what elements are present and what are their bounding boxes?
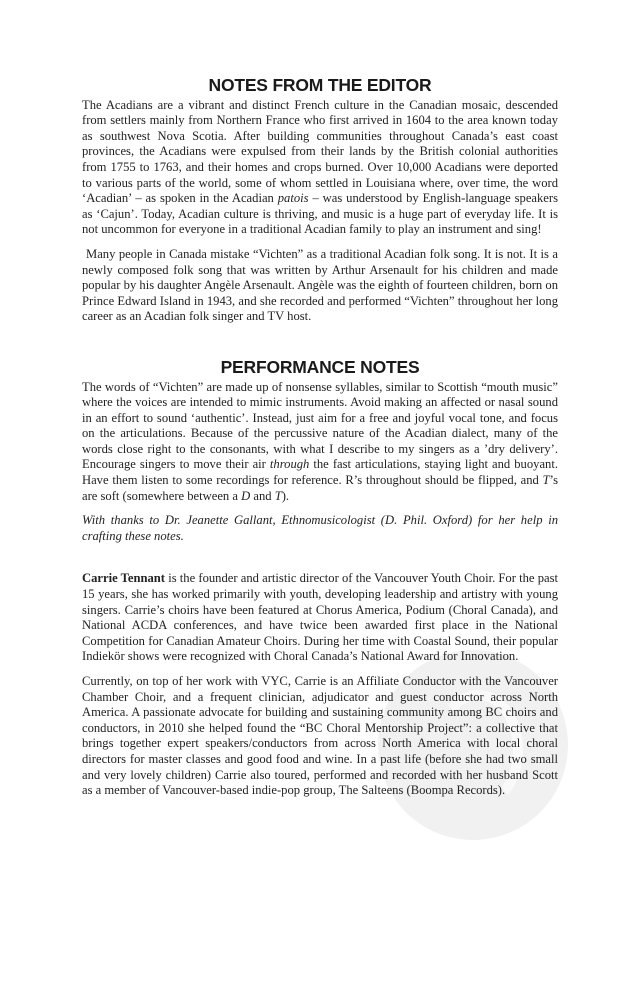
performance-notes-heading: PERFORMANCE NOTES [220, 356, 420, 377]
acknowledgement-text: With thanks to Dr. Jeanette Gallant, Ethnomusicologist (D. Phil. Oxford) for her help in crafting these notes. [82, 513, 558, 543]
performance-paragraph [82, 380, 558, 505]
italic-run: T [542, 473, 550, 488]
acknowledgement [82, 513, 558, 544]
text-run: the fast articulations, staying light and buoyant. Have them listen to some recordings for reference. R’s throughout should be flipped, and [82, 457, 558, 488]
page-content [82, 75, 559, 808]
italic-run: patois [277, 191, 309, 206]
text-run: and [250, 488, 275, 503]
text-run: ). [281, 488, 290, 503]
italic-run: D [241, 488, 251, 503]
text-run: – was understood by English-language speakers as ‘Cajun’. Today, Acadian culture is thriving, and music is a huge part of everyday life. It is not uncommon for everyone in a traditional Acadian family to play an instrument and sing! [82, 191, 558, 237]
italic-run: through [269, 457, 310, 472]
bio-paragraph-2: Currently, on top of her work with VYC, Carrie is an Affiliate Conductor with the Vancouver Chamber Choir, and a frequent clinician, adjudicator and guest conductor across North America. A passionate advocate for building and sustaining community among BC choirs and conductors, in 2010 she helped found the “BC Choral Mentorship Project”: a collective that brings together expert speakers/conductors from across North America with local choral directors for master classes and good food and wine. In a past life (before she had two small and very lovely children) Carrie also toured, performed and recorded with her husband Scott as a member of Vancouver-based indie-pop group, The Salteens (Boompa Records). [82, 674, 558, 798]
bio-paragraph-1 [82, 571, 558, 665]
editor-notes-heading: NOTES FROM THE EDITOR [208, 75, 432, 95]
text-run: The words of “Vichten” are made up of nonsense syllables, similar to Scottish “mouth music” where the voices are intended to mimic instruments. Avoid making an affected or nasal sound in an effort to sound ‘authentic’. Instead, just aim for a free and joyful vocal tone, and focus on the articulations. Because of the percussive nature of the Acadian dialect, many of the words close right to the consonants, with what I describe to my singers as a ’dry delivery’. Encourage singers to move their air [82, 379, 558, 472]
text-run: The Acadians are a vibrant and distinct French culture in the Canadian mosaic, descended from settlers mainly from Northern France who first arrived in 1604 to the area known today as southwest Nova Scotia. After building communities throughout Canada’s east coast provinces, the Acadians were expulsed from their lands by the British colonial authorities from 1755 to 1763, and their homes and crops burned. Over 10,000 Acadians were deported to various parts of the world, some of whom settled in Louisiana where, over time, the word ‘Acadian’ – as spoken in the Acadian [82, 97, 558, 206]
italic-run: T [274, 488, 282, 503]
text-run: is the founder and artistic director of the Vancouver Youth Choir. For the past 15 years, she has worked primarily with youth, developing leadership and artistry with young singers. Carrie’s choirs have been featured at Chorus America, Podium (Choral Canada), and National ACDA conferences, and have twice been awarded first place in the National Competition for Canadian Amateur Choirs. During her time with Coastal Sound, their popular Indiekör shows were recognized with Choral Canada’s National Award for Innovation. [82, 571, 559, 664]
editor-paragraph-1 [82, 98, 558, 238]
editor-paragraph-2: Many people in Canada mistake “Vichten” as a traditional Acadian folk song. It is not. It is a newly composed folk song that was written by Arthur Arsenault for his children and made popular by his daughter Angèle Arsenault. Angèle was the eighth of fourteen children, born on Prince Edward Island in 1943, and she recorded and performed “Vichten” throughout her long career as an Acadian folk singer and TV host. [82, 246, 558, 324]
text-run: ’s are soft (somewhere between a [82, 473, 558, 503]
bio-name: Carrie Tennant [82, 571, 165, 586]
